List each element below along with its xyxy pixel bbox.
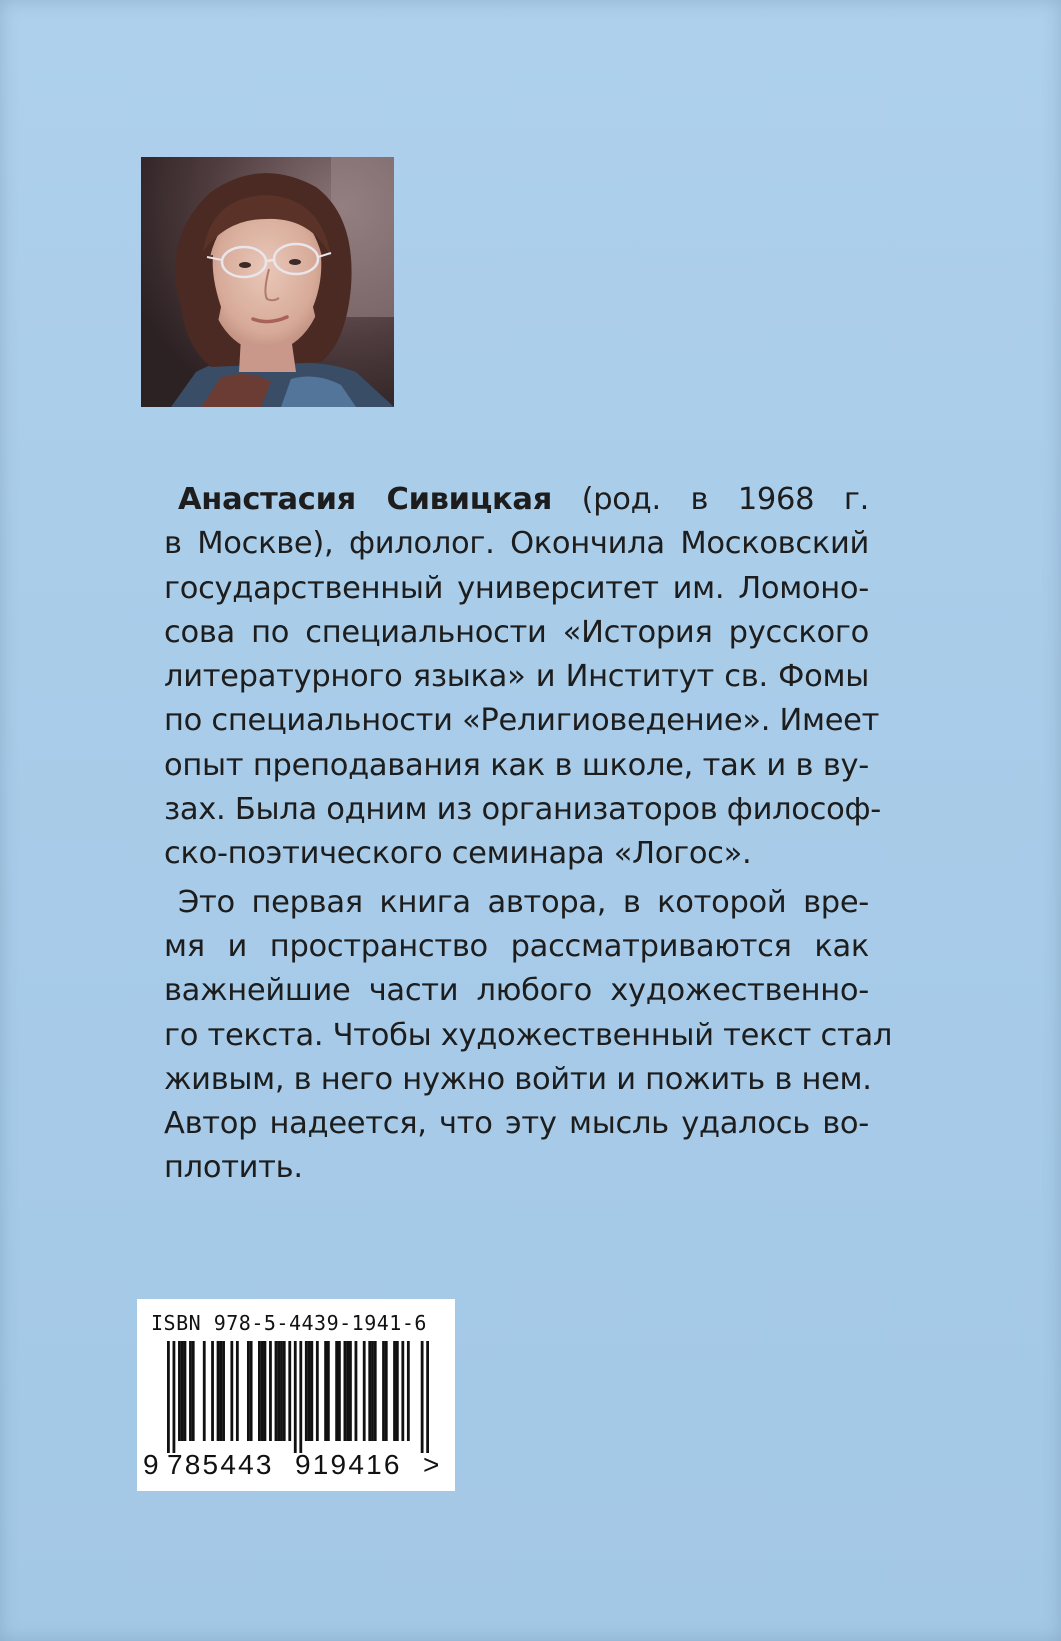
barcode-bar: [363, 1341, 366, 1441]
barcode-bar: [264, 1341, 267, 1441]
barcode-bar: [277, 1341, 280, 1441]
barcode-bar: [189, 1341, 192, 1441]
barcode-bar: [250, 1341, 253, 1441]
author-portrait-image: [141, 157, 394, 407]
barcode-bar: [203, 1341, 206, 1441]
barcode-bar: [280, 1341, 283, 1441]
bio-line: литературного языка» и Институт св. Фомы: [164, 659, 869, 695]
description-line: важнейшие части любого художественно-: [164, 973, 869, 1009]
bio-line: Анастасия Сивицкая (род. в 1968 г.: [178, 482, 869, 517]
barcode-bar: [269, 1341, 272, 1441]
barcode-bar: [310, 1341, 313, 1441]
barcode-bar: [258, 1341, 261, 1441]
barcode-bar: [335, 1341, 338, 1441]
bio-line: государственный университет им. Ломоно-: [164, 570, 869, 606]
barcode-bar: [327, 1341, 330, 1441]
barcode-bar: [222, 1341, 225, 1441]
barcode-bar: [344, 1341, 347, 1441]
barcode-bar: [346, 1341, 349, 1441]
barcode-bar: [283, 1341, 286, 1441]
barcode-bar: [382, 1341, 385, 1441]
barcode-bar: [371, 1341, 374, 1441]
barcode-bar: [184, 1341, 187, 1441]
barcode-bar: [261, 1341, 264, 1441]
barcode-digits: [143, 1449, 439, 1481]
barcode-bar: [173, 1341, 176, 1453]
barcode-bar: [308, 1341, 311, 1441]
barcode-bar: [421, 1341, 424, 1453]
barcode-bar: [192, 1341, 195, 1441]
book-description: [164, 881, 893, 1191]
barcode-bar: [401, 1341, 404, 1441]
description-line: плотить.: [164, 1150, 303, 1186]
bio-line: в Москве), филолог. Окончила Московский: [164, 526, 869, 562]
barcode-bar: [338, 1341, 341, 1441]
author-photo: [141, 157, 394, 407]
barcode-digit-group-left: 785443: [167, 1449, 274, 1480]
barcode-digit-group-right: 919416: [295, 1449, 402, 1480]
barcode-bar: [219, 1341, 222, 1441]
description-line: Автор надеется, что эту мысль удалось во-: [164, 1106, 869, 1142]
description-line: го текста. Чтобы художественный текст стал: [164, 1017, 893, 1053]
barcode-bars: [167, 1341, 429, 1453]
barcode-bar: [355, 1341, 358, 1441]
barcode-quiet-zone-mark: >: [423, 1449, 440, 1480]
barcode-bar: [217, 1341, 220, 1441]
description-line: живым, в него нужно войти и пожить в нем.: [164, 1061, 872, 1097]
barcode-bar: [294, 1341, 297, 1453]
barcode-bar: [407, 1341, 410, 1441]
description-line: мя и пространство рассматриваются как: [164, 928, 869, 964]
barcode-bar: [316, 1341, 319, 1441]
bio-line: сова по специальности «История русского: [164, 614, 869, 650]
barcode-bar: [368, 1341, 371, 1441]
isbn-barcode: [137, 1299, 455, 1491]
barcode-bar: [167, 1341, 170, 1453]
author-name: Анастасия Сивицкая: [178, 482, 552, 517]
author-bio: [164, 478, 893, 1191]
bio-line: зах. Была одним из организаторов философ-: [164, 792, 881, 828]
barcode-bar: [324, 1341, 327, 1441]
bio-line: по специальности «Религиоведение». Имеет: [164, 703, 880, 739]
barcode-bar: [236, 1341, 239, 1441]
description-line: Это первая книга автора, в которой вре-: [178, 884, 869, 920]
barcode-bar: [230, 1341, 233, 1441]
barcode-bar: [305, 1341, 308, 1441]
barcode-bar: [275, 1341, 278, 1441]
barcode-bar: [247, 1341, 250, 1441]
barcode-bar: [426, 1341, 429, 1453]
barcode-bar: [181, 1341, 184, 1441]
bio-paragraph: [164, 478, 881, 877]
barcode-bar: [393, 1341, 396, 1441]
barcode-bar: [349, 1341, 352, 1441]
barcode-bar: [178, 1341, 181, 1441]
bio-line: опыт преподавания как в школе, так и в ву-: [164, 747, 869, 783]
bio-line: ско-поэтического семинара «Логос».: [164, 836, 752, 872]
barcode-bar: [288, 1341, 291, 1441]
barcode-bar: [396, 1341, 399, 1441]
barcode-bar: [211, 1341, 214, 1441]
barcode-bar: [374, 1341, 377, 1441]
barcode-digit-first: 9: [143, 1449, 159, 1480]
barcode-bar: [299, 1341, 302, 1453]
isbn-label: ISBN 978-5-4439-1941-6: [151, 1311, 427, 1335]
barcode-bar: [385, 1341, 388, 1441]
